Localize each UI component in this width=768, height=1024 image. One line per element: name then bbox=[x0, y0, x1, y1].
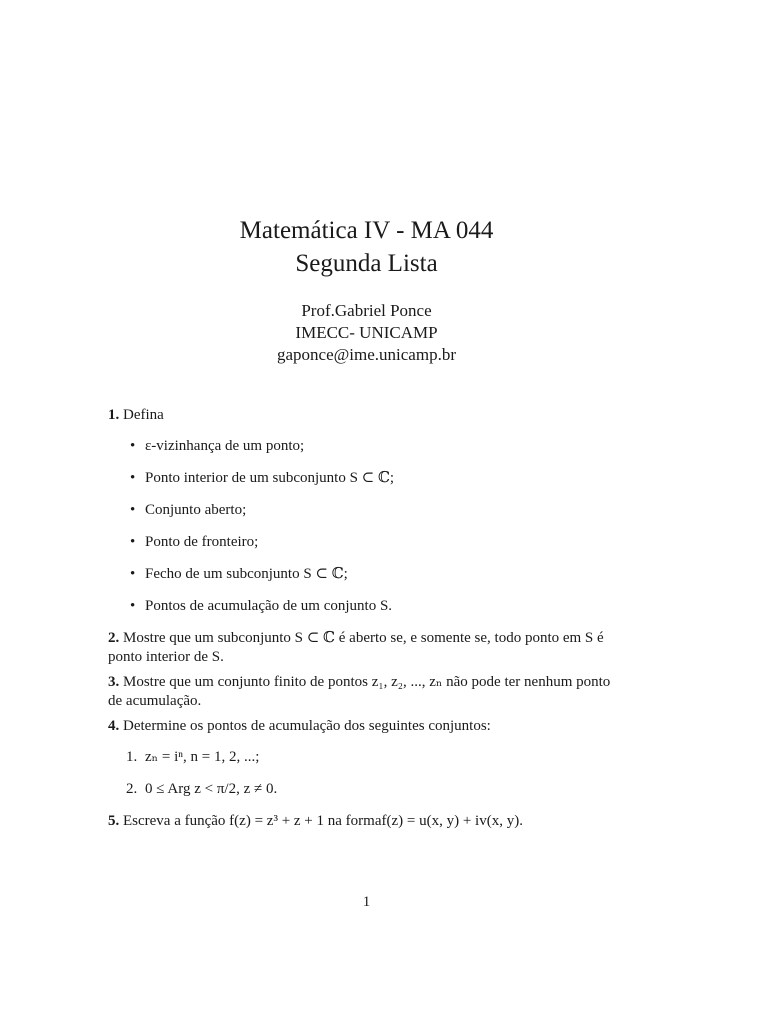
list-item: • Fecho de um subconjunto S ⊂ ℂ; bbox=[130, 566, 348, 582]
page-number: 1 bbox=[362, 894, 371, 910]
bullet-icon: • bbox=[130, 470, 136, 486]
course-title: Matemática IV - MA 044 bbox=[239, 217, 494, 244]
problem-number: 5. bbox=[108, 813, 120, 829]
bullet-icon: • bbox=[130, 566, 136, 582]
problem-4 bbox=[108, 717, 626, 799]
problem-list bbox=[108, 406, 626, 831]
list-item: 2. 0 ≤ Arg z < π/2, z ≠ 0. bbox=[126, 781, 278, 797]
problem-number: 3. bbox=[108, 674, 120, 690]
problem-number: 2. bbox=[108, 630, 120, 646]
author-institution: IMECC- UNICAMP bbox=[295, 323, 438, 342]
problem-text: Escreva a função f(z) = z³ + z + 1 na formaf(z) = u(x, y) + iv(x, y). bbox=[123, 813, 523, 829]
bullet-icon: • bbox=[130, 438, 136, 454]
problem-text: Defina bbox=[123, 407, 164, 423]
problem-2 bbox=[108, 629, 626, 667]
list-item: • Ponto interior de um subconjunto S ⊂ ℂ; bbox=[130, 470, 395, 486]
author-email: gaponce@ime.unicamp.br bbox=[277, 345, 456, 364]
problem-1 bbox=[108, 406, 626, 616]
subitem-list bbox=[108, 748, 626, 799]
list-item: • Ponto de fronteiro; bbox=[130, 534, 259, 550]
bullet-icon: • bbox=[130, 598, 136, 614]
problem-text: Mostre que um subconjunto S ⊂ ℂ é aberto se, e somente se, todo ponto em S é ponto interior de S. bbox=[108, 630, 604, 665]
list-item: • Pontos de acumulação de um conjunto S. bbox=[130, 598, 393, 614]
author-block bbox=[0, 300, 733, 366]
bullet-icon: • bbox=[130, 502, 136, 518]
problem-5 bbox=[108, 812, 626, 831]
problem-3 bbox=[108, 673, 626, 711]
bullet-icon: • bbox=[130, 534, 136, 550]
problem-number: 4. bbox=[108, 718, 120, 734]
author-name: Prof.Gabriel Ponce bbox=[301, 301, 432, 320]
problem-text: Mostre que um conjunto finito de pontos z₁, z₂, ..., zₙ não pode ter nenhum ponto de acumulação. bbox=[108, 674, 611, 709]
title-block bbox=[0, 214, 733, 280]
list-title: Segunda Lista bbox=[295, 250, 438, 277]
definition-list bbox=[108, 437, 626, 616]
list-item: • Conjunto aberto; bbox=[130, 502, 247, 518]
problem-number: 1. bbox=[108, 407, 120, 423]
list-item: 1. zₙ = iⁿ, n = 1, 2, ...; bbox=[126, 749, 260, 765]
list-item: • ε-vizinhança de um ponto; bbox=[130, 438, 305, 454]
problem-text: Determine os pontos de acumulação dos seguintes conjuntos: bbox=[123, 718, 491, 734]
